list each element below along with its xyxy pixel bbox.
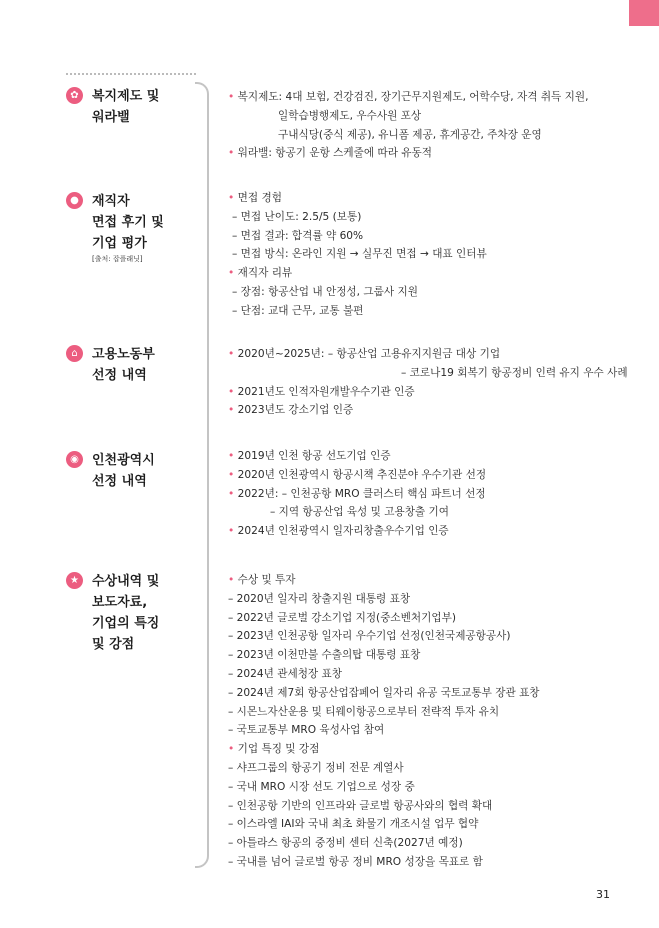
list-item — [228, 447, 486, 466]
list-item — [228, 815, 540, 834]
section-items — [228, 447, 486, 541]
list-item-text: 2024년 인천광역시 일자리창출우수기업 인증 — [237, 525, 449, 538]
section-heading — [92, 86, 159, 128]
section-heading — [92, 450, 155, 492]
list-item-text: 재직자 리뷰 — [237, 267, 293, 280]
corner-tab — [629, 0, 659, 26]
list-item — [228, 797, 540, 816]
list-item-text: 수상 및 투자 — [237, 574, 296, 586]
list-item-text: 2023년도 강소기업 인증 — [237, 404, 354, 417]
dotted-separator — [66, 73, 196, 75]
list-item-text: – 면접 방식: 온라인 지원 → 실무진 면접 → 대표 인터뷰 — [232, 248, 487, 261]
section-items — [228, 571, 540, 872]
list-item — [228, 107, 588, 126]
list-item — [228, 646, 540, 665]
page-number: 31 — [596, 888, 610, 901]
list-item — [228, 466, 486, 485]
list-item-text: – 2022년 글로벌 강소기업 지정(중소벤처기업부) — [228, 611, 456, 624]
list-item — [228, 302, 487, 321]
list-item — [228, 189, 487, 208]
section-items — [228, 345, 628, 420]
list-item-text: – 샤프그룹의 항공기 정비 전문 계열사 — [228, 761, 404, 774]
heading-line: 인천광역시 — [92, 453, 155, 468]
bullet-mark: • — [228, 147, 235, 160]
list-item — [228, 853, 540, 872]
heading-line: 수상내역 및 — [92, 574, 160, 589]
list-item-text: – 2023년 이천만불 수출의탑 대통령 표창 — [228, 649, 421, 662]
list-item-text: – 2020년 일자리 창출지원 대통령 표창 — [228, 592, 411, 605]
list-item-text: 2020년~2025년: – 항공산업 고용유지지원금 대상 기업 — [237, 348, 501, 360]
section-items — [228, 189, 487, 321]
gift-icon: ✿ — [66, 87, 83, 104]
source-note: [출처: 잡플래닛] — [92, 255, 143, 263]
list-item — [228, 208, 487, 227]
list-item-text: – 아틀라스 항공의 중정비 센터 신축(2027년 예정) — [228, 837, 463, 850]
list-item-text: – 국내를 넘어 글로벌 항공 정비 MRO 성장을 목표로 함 — [228, 855, 483, 868]
list-item — [228, 485, 486, 504]
list-item — [228, 665, 540, 684]
list-item — [228, 721, 540, 740]
list-item-text: – 국토교통부 MRO 육성사업 참여 — [228, 724, 385, 737]
heading-line: 복지제도 및 — [92, 89, 160, 104]
section-items — [228, 88, 588, 163]
list-item-text: – 인천공항 기반의 인프라와 글로벌 항공사와의 협력 확대 — [228, 799, 493, 812]
section-heading — [92, 344, 155, 386]
list-item — [228, 684, 540, 703]
list-item — [228, 834, 540, 853]
list-item — [228, 144, 588, 163]
list-item — [228, 245, 487, 264]
list-item-text: – 면접 결과: 합격률 약 60% — [232, 229, 364, 242]
list-item — [228, 627, 540, 646]
list-item — [228, 609, 540, 628]
list-item-text: 구내식당(중식 제공), 유니폼 제공, 휴게공간, 주차장 운영 — [278, 128, 542, 141]
list-item — [228, 778, 540, 797]
list-item — [228, 345, 628, 364]
bullet-mark: • — [228, 385, 235, 398]
heading-line: 기업의 특징 — [92, 616, 160, 631]
list-item — [228, 383, 628, 402]
list-item — [228, 571, 540, 590]
bullet-mark: • — [228, 404, 235, 417]
list-item-text: 2019년 인천 항공 선도기업 인증 — [237, 450, 391, 462]
list-item — [228, 401, 628, 420]
list-item — [228, 522, 486, 541]
list-item — [228, 590, 540, 609]
list-item-text: 2020년 인천광역시 항공시책 추진분야 우수기관 선정 — [237, 468, 487, 481]
list-item-text: 일학습병행제도, 우수사원 포상 — [278, 109, 422, 122]
list-item-text: 면접 경험 — [237, 192, 282, 204]
list-item-text: – 코로나19 회복기 항공정비 인력 유지 우수 사례 — [401, 366, 628, 379]
person-icon: ● — [66, 192, 83, 209]
home-icon: ⌂ — [66, 345, 83, 362]
heading-line: 재직자 — [92, 194, 130, 209]
heading-line: 기업 평가 — [92, 236, 147, 251]
list-item-text: – 2024년 제7회 항공산업잡페어 일자리 유공 국토교통부 장관 표창 — [228, 686, 540, 699]
bullet-mark: • — [228, 468, 235, 481]
heading-line: 보도자료, — [92, 595, 148, 610]
bullet-mark: • — [228, 574, 235, 586]
bullet-mark: • — [228, 743, 235, 756]
bullet-mark: • — [228, 525, 235, 538]
list-item-text: 2021년도 인적자원개발우수기관 인증 — [237, 385, 415, 398]
heading-line: 면접 후기 및 — [92, 215, 164, 230]
list-item-text: – 2024년 관세청장 표창 — [228, 667, 342, 680]
list-item — [228, 759, 540, 778]
list-item-text: – 지역 항공산업 육성 및 고용창출 기여 — [270, 506, 450, 519]
list-item-text: – 단점: 교대 근무, 교통 불편 — [232, 304, 364, 317]
bullet-mark: • — [228, 192, 235, 204]
list-item-text: – 장점: 항공산업 내 안정성, 그룹사 지원 — [232, 285, 418, 298]
section-heading — [92, 191, 164, 265]
bullet-mark: • — [228, 267, 235, 280]
target-icon: ◉ — [66, 451, 83, 468]
list-item-text: – 이스라엘 IAI와 국내 최초 화물기 개조시설 업무 협약 — [228, 818, 479, 831]
list-item-text: – 2023년 인천공항 일자리 우수기업 선정(인천국제공항공사) — [228, 630, 511, 643]
list-item-text: 2022년: – 인천공항 MRO 클러스터 핵심 파트너 선정 — [237, 487, 486, 500]
list-item-text: – 면접 난이도: 2.5/5 (보통) — [232, 210, 362, 223]
timeline-bracket — [195, 82, 209, 868]
bullet-mark: • — [228, 450, 235, 462]
section-heading — [92, 571, 159, 655]
heading-line: 선정 내역 — [92, 474, 147, 489]
bullet-mark: • — [228, 348, 235, 360]
list-item-text: 복지제도: 4대 보험, 건강검진, 장기근무지원제도, 어학수당, 자격 취득 지원, — [237, 91, 589, 103]
list-item-text: – 시몬느자산운용 및 티웨이항공으로부터 전략적 투자 유치 — [228, 705, 500, 718]
list-item — [228, 88, 588, 107]
list-item — [228, 364, 628, 383]
heading-line: 선정 내역 — [92, 368, 147, 383]
list-item — [228, 740, 540, 759]
list-item-text: 기업 특징 및 강점 — [237, 743, 320, 756]
list-item-text: – 국내 MRO 시장 선도 기업으로 성장 중 — [228, 780, 415, 793]
medal-icon: ★ — [66, 572, 83, 589]
list-item — [228, 264, 487, 283]
list-item — [228, 703, 540, 722]
bullet-mark: • — [228, 487, 235, 500]
heading-line: 및 강점 — [92, 637, 135, 652]
list-item-text: 워라밸: 항공기 운항 스케줄에 따라 유동적 — [237, 147, 433, 160]
list-item — [228, 227, 487, 246]
list-item — [228, 283, 487, 302]
list-item — [228, 503, 486, 522]
bullet-mark: • — [228, 91, 235, 103]
heading-line: 워라밸 — [92, 110, 130, 125]
list-item — [228, 126, 588, 145]
heading-line: 고용노동부 — [92, 347, 155, 362]
